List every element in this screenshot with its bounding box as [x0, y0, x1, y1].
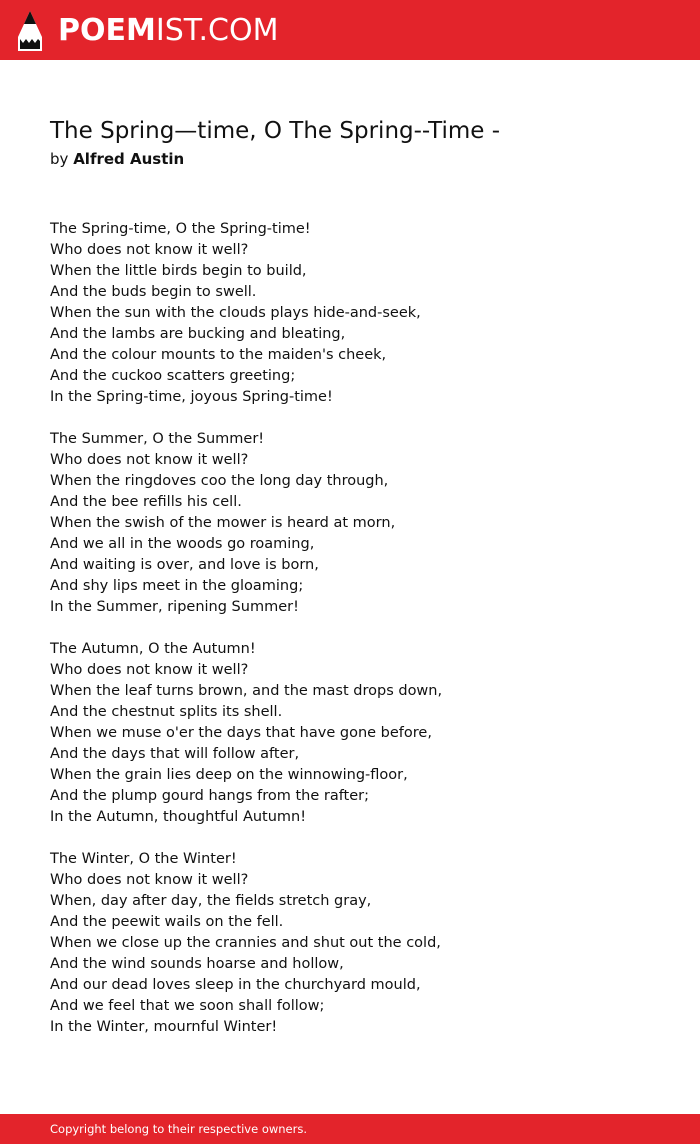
- poem-line: When we muse o'er the days that have gone before,: [50, 725, 432, 741]
- poem-line: And the wind sounds hoarse and hollow,: [50, 956, 344, 972]
- header-bar: [0, 0, 700, 60]
- poem-line: The Summer, O the Summer!: [50, 431, 265, 447]
- poem-line: And the lambs are bucking and bleating,: [50, 326, 346, 342]
- poem-line: And our dead loves sleep in the churchyard mould,: [50, 977, 421, 993]
- stanza: [50, 219, 442, 408]
- poem-line: The Winter, O the Winter!: [50, 851, 237, 867]
- poem-line: In the Winter, mournful Winter!: [50, 1019, 278, 1035]
- poem-line: When the ringdoves coo the long day through,: [50, 473, 389, 489]
- by-label: by: [50, 150, 69, 168]
- poem-line: When the little birds begin to build,: [50, 263, 307, 279]
- poem-line: And the peewit wails on the fell.: [50, 914, 284, 930]
- logo-text-bold: POEM: [58, 13, 156, 48]
- poem-line: The Autumn, O the Autumn!: [50, 641, 256, 657]
- pen-nib-icon: [16, 9, 44, 53]
- poem-body: [50, 219, 442, 1059]
- poem-line: And the cuckoo scatters greeting;: [50, 368, 296, 384]
- poem-line: In the Autumn, thoughtful Autumn!: [50, 809, 307, 825]
- poem-line: And the bee refills his cell.: [50, 494, 242, 510]
- byline: [50, 148, 184, 170]
- poem-line: The Spring-time, O the Spring-time!: [50, 221, 311, 237]
- poem-line: And shy lips meet in the gloaming;: [50, 578, 304, 594]
- logo-text-light: IST.COM: [155, 13, 279, 48]
- author-name: Alfred Austin: [73, 150, 185, 168]
- copyright-notice: Copyright belong to their respective owners.: [50, 1122, 308, 1136]
- site-logo[interactable]: [16, 8, 278, 54]
- poem-line: And we feel that we soon shall follow;: [50, 998, 325, 1014]
- logo-text: [58, 8, 278, 54]
- footer-bar: [0, 1114, 700, 1144]
- poem-line: And the buds begin to swell.: [50, 284, 257, 300]
- stanza: [50, 849, 442, 1038]
- poem-line: When the grain lies deep on the winnowing-floor,: [50, 767, 408, 783]
- poem-line: And the days that will follow after,: [50, 746, 300, 762]
- poem-line: Who does not know it well?: [50, 242, 249, 258]
- poem-line: And the colour mounts to the maiden's cheek,: [50, 347, 387, 363]
- poem-line: When the leaf turns brown, and the mast drops down,: [50, 683, 443, 699]
- poem-line: When the swish of the mower is heard at morn,: [50, 515, 396, 531]
- stanza: [50, 639, 442, 828]
- poem-line: When the sun with the clouds plays hide-and-seek,: [50, 305, 421, 321]
- poem-line: And the chestnut splits its shell.: [50, 704, 283, 720]
- poem-line: Who does not know it well?: [50, 662, 249, 678]
- poem-line: And we all in the woods go roaming,: [50, 536, 315, 552]
- poem-line: And the plump gourd hangs from the rafter;: [50, 788, 370, 804]
- poem-line: Who does not know it well?: [50, 452, 249, 468]
- poem-line: When we close up the crannies and shut out the cold,: [50, 935, 441, 951]
- poem-line: And waiting is over, and love is born,: [50, 557, 319, 573]
- stanza: [50, 429, 442, 618]
- poem-line: Who does not know it well?: [50, 872, 249, 888]
- poem-line: When, day after day, the fields stretch gray,: [50, 893, 372, 909]
- poem-line: In the Spring-time, joyous Spring-time!: [50, 389, 333, 405]
- poem-line: In the Summer, ripening Summer!: [50, 599, 299, 615]
- poem-title: The Spring—time, O The Spring--Time -: [50, 118, 501, 144]
